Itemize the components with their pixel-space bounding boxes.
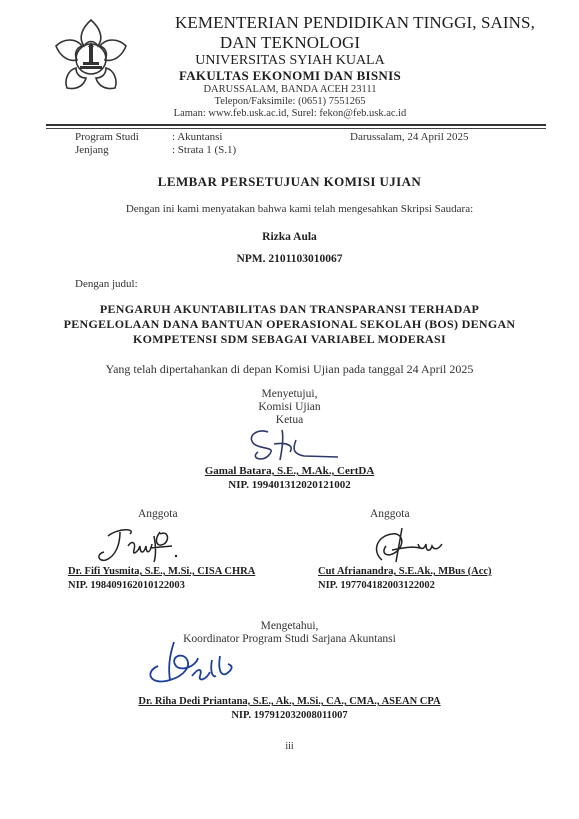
thesis-title-line-2: PENGELOLAAN DANA BANTUAN OPERASIONAL SEKOLAH (BOS) DENGAN bbox=[63, 317, 516, 331]
ministry-line-2: DAN TEKNOLOGI bbox=[219, 33, 361, 52]
approval-line-1: Menyetujui, bbox=[261, 388, 318, 400]
anggota-1-nip: NIP. 198409162010122003 bbox=[68, 580, 185, 591]
ketua-name: Gamal Batara, S.E., M.Ak., CertDA bbox=[204, 465, 375, 477]
coordinator-line-2: Koordinator Program Studi Sarjana Akuntansi bbox=[183, 633, 396, 645]
ketua-nip: NIP. 199401312020121002 bbox=[228, 479, 351, 491]
anggota-2-nip: NIP. 197704182003122002 bbox=[318, 580, 435, 591]
coordinator-signature bbox=[140, 636, 250, 692]
web-email: Laman: www.feb.usk.ac.id, Surel: fekon@feb.usk.ac.id bbox=[173, 108, 407, 119]
approval-line-2: Komisi Ujian bbox=[258, 401, 321, 413]
page-number: iii bbox=[285, 741, 294, 752]
coordinator-name: Dr. Riha Dedi Priantana, S.E., Ak., M.Si., CA., CMA., ASEAN CPA bbox=[138, 696, 441, 707]
student-npm: NPM. 2101103010067 bbox=[236, 253, 343, 265]
thesis-title-line-3: KOMPETENSI SDM SEBAGAI VARIABEL MODERASI bbox=[133, 332, 446, 346]
page-title: LEMBAR PERSETUJUAN KOMISI UJIAN bbox=[157, 174, 422, 189]
anggota-1-signature bbox=[90, 522, 190, 568]
coordinator-nip: NIP. 197912032008011007 bbox=[231, 710, 348, 721]
prodi-value: : Akuntansi bbox=[172, 131, 223, 143]
judul-label: Dengan judul: bbox=[75, 278, 138, 290]
ministry-line-1: KEMENTERIAN PENDIDIKAN TINGGI, SAINS, bbox=[175, 13, 535, 32]
anggota-2-label: Anggota bbox=[370, 508, 410, 520]
ketua-signature bbox=[238, 424, 348, 468]
prodi-label: Program Studi bbox=[75, 131, 139, 143]
intro-text: Dengan ini kami menyatakan bahwa kami telah mengesahkan Skripsi Saudara: bbox=[125, 203, 474, 215]
letter-date: Darussalam, 24 April 2025 bbox=[350, 131, 469, 143]
coordinator-line-1: Mengetahui, bbox=[260, 620, 319, 632]
university-logo bbox=[50, 16, 132, 98]
anggota-2-name: Cut Afrianandra, S.E.Ak., MBus (Acc) bbox=[318, 566, 492, 577]
letterhead-divider bbox=[46, 124, 546, 126]
jenjang-value: : Strata 1 (S.1) bbox=[172, 144, 237, 156]
anggota-1-label: Anggota bbox=[138, 508, 178, 520]
approval-line-3: Ketua bbox=[275, 414, 304, 426]
defended-statement: Yang telah dipertahankan di depan Komisi Ujian pada tanggal 24 April 2025 bbox=[105, 362, 474, 376]
faculty-name: FAKULTAS EKONOMI DAN BISNIS bbox=[178, 68, 402, 83]
letterhead-divider-thin bbox=[46, 128, 546, 129]
phone: Telepon/Faksimile: (0651) 7551265 bbox=[214, 96, 366, 107]
thesis-title-line-1: PENGARUH AKUNTABILITAS DAN TRANSPARANSI TERHADAP bbox=[99, 302, 480, 316]
anggota-1-name: Dr. Fifi Yusmita, S.E., M.Si., CISA CHRA bbox=[68, 566, 256, 577]
jenjang-label: Jenjang bbox=[75, 144, 109, 156]
anggota-2-signature bbox=[362, 522, 462, 568]
address: DARUSSALAM, BANDA ACEH 23111 bbox=[203, 84, 377, 95]
student-name: Rizka Aula bbox=[262, 231, 317, 243]
university-name: UNIVERSITAS SYIAH KUALA bbox=[195, 53, 385, 68]
